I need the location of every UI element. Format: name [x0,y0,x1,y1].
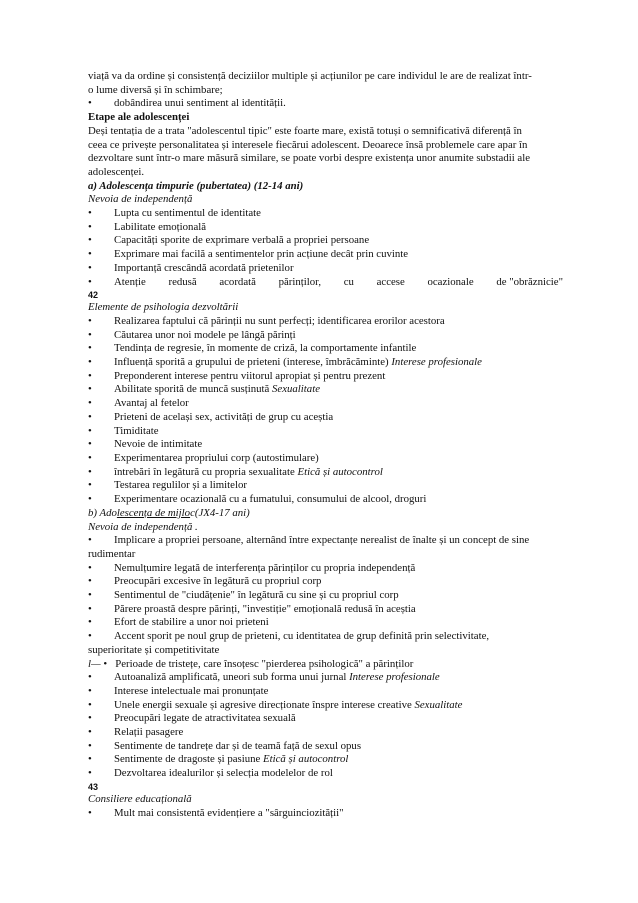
bullet-item [88,221,563,235]
paragraph-line: adolescenței. [88,165,145,178]
page-number: 43 [88,781,99,792]
bullet-text: Preocupări excesive în legătură cu propriul corp [114,575,322,588]
bullet-item [88,315,563,329]
bullet-continuation: rudimentar [88,547,136,560]
bullet-item [88,342,563,356]
bullet-item [88,452,563,466]
bullet-list [88,315,563,507]
bullet-marker: • [88,275,92,288]
bullet-text: Exprimare mai facilă a sentimentelor prin acțiune decât prin cuvinte [114,248,409,261]
bullet-text-justified [114,276,563,290]
bullet-marker: • [88,261,92,274]
bullet-list [88,562,563,631]
bullet-marker: • [88,369,92,382]
bullet-marker: • [88,410,92,423]
bullet-text: Importanță crescândă acordată prietenilor [114,261,294,274]
bullet-item [88,807,563,821]
document-page [88,70,563,820]
justified-word: părinților, [278,275,322,288]
bullet-text: Nevoie de intimitate [114,438,203,451]
inline-topic-label: Sexualitate [272,383,321,396]
bullet-text: Autoanaliză amplificată, uneori sub forma unui jurnal Interese profesionale [114,671,440,684]
bullet-item [88,658,563,672]
bullet-item [88,276,563,290]
bullet-text: Timiditate [114,424,159,437]
bullet-item [88,753,563,767]
bullet-marker: • [88,726,92,739]
bullet-text: Prieteni de același sex, activități de grup cu aceștia [114,410,334,423]
bullet-marker: • [88,479,92,492]
subheading: Nevoia de independență . [88,520,198,533]
subheading: Consiliere educațională [88,792,192,805]
bullet-text: Sentimente de tandrețe dar și de teamă față de sexul opus [114,739,362,752]
bullet-list [88,671,563,781]
bullet-marker: • [88,575,92,588]
subsection-heading: a) Adolescența timpurie (pubertatea) (12-14 ani) [88,179,304,192]
bullet-text: Dezvoltarea idealurilor și selecția modelelor de rol [114,767,333,780]
bullet-item [88,370,563,384]
bullet-item [88,699,563,713]
intro-line: viață va da ordine și consistență deciziilor multiple și acțiunilor pe care individul le are de realizat într- [88,70,532,82]
bullet-item [88,466,563,480]
heading-suffix: c(JX4-17 ani) [190,506,250,519]
bullet-item [88,685,563,699]
paragraph-line: dezvoltare sunt într-o mare măsură similare, se poate vorbi despre existența unor anumite substadii ale [88,152,531,165]
justified-word: acordată [219,275,256,288]
bullet-item [88,562,563,576]
bullet-item [88,356,563,370]
bullet-item [88,234,563,248]
inline-topic-label: Etică și autocontrol [263,753,349,766]
bullet-marker: • [88,342,92,355]
page-number: 42 [88,290,99,301]
bullet-item [88,493,563,507]
bullet-marker: • [88,356,92,369]
bullet-marker: • [88,698,92,711]
bullet-item [88,397,563,411]
bullet-text: Căutarea unor noi modele pe lângă părinți [114,328,296,341]
bullet-text: Preponderent interese pentru viitorul apropiat și pentru prezent [114,369,386,382]
bullet-text: Nemulțumire legată de interferența părinților cu propria independență [114,561,416,574]
bullet-text: Interese intelectuale mai pronunțate [114,684,269,697]
inline-topic-label: Interese profesionale [349,671,440,684]
bullet-marker: • [88,465,92,478]
bullet-marker: • [88,630,92,643]
bullet-marker: • [88,684,92,697]
bullet-marker: • [88,220,92,233]
bullet-item [88,630,563,644]
bullet-marker: • [88,493,92,506]
bullet-marker: • [88,616,92,629]
subsection-heading [88,507,563,521]
inline-topic-label: Interese profesionale [391,356,482,369]
bullet-marker: • [88,97,92,110]
bullet-item [88,207,563,221]
bullet-text: Perioade de tristețe, care însoțesc "pierderea psihologică" a părinților [115,657,414,670]
heading-underlined: lescența de mijlo [116,506,191,519]
bullet-text: Influență sporită a grupului de prieteni (interese, îmbrăcăminte) Interese profesionale [114,356,482,369]
justified-word: ocazionale [427,275,474,288]
bullet-item [88,726,563,740]
inline-topic-label: Sexualitate [414,698,463,711]
bullet-text: dobândirea unui sentiment al identității. [114,97,286,110]
bullet-text: Realizarea faptului că părinții nu sunt perfecți; identificarea erorilor acestora [114,314,445,327]
bullet-text: întrebări în legătură cu propria sexualitate Etică și autocontrol [114,465,383,478]
bullet-item [88,589,563,603]
bullet-text: Experimentarea propriului corp (autostimulare) [114,451,319,464]
bullet-marker: • [88,534,92,547]
bullet-marker: • [88,671,92,684]
bullet-list [88,207,563,276]
inline-topic-label: Etică și autocontrol [297,465,383,478]
bullet-marker: • [88,424,92,437]
bullet-item [88,438,563,452]
bullet-marker: • [88,314,92,327]
justified-word: Atenție [114,275,146,288]
bullet-marker: • [88,589,92,602]
bullet-marker: • [88,328,92,341]
bullet-marker: • [88,438,92,451]
bullet-item [88,712,563,726]
bullet-text: Accent sporit pe noul grup de prieteni, cu identitatea de grup definită prin selectivitate, [114,630,490,643]
bullet-item [88,329,563,343]
bullet-text: Tendința de regresie, în momente de criză, la comportamente infantile [114,342,417,355]
bullet-item [88,97,563,111]
justified-word: redusă [168,275,197,288]
bullet-text: Efort de stabilire a unor noi prieteni [114,616,269,629]
bullet-marker: • [88,806,92,819]
bullet-marker: • [88,451,92,464]
bullet-text: Relații pasagere [114,726,184,739]
bullet-text: Implicare a propriei persoane, alternând între expectanțe nerealist de înalte și un concept de sine [114,534,530,547]
bullet-text: Sentimentul de "ciudățenie" în legătură cu sine și cu propriul corp [114,589,399,602]
bullet-marker: • [88,207,92,220]
bullet-text: Lupta cu sentimentul de identitate [114,207,261,220]
bullet-marker: • [88,248,92,261]
justified-word: accese [376,275,405,288]
bullet-item [88,383,563,397]
stray-marker: l— [88,657,101,670]
bullet-item [88,411,563,425]
bullet-text: Preocupări legate de atractivitatea sexuală [114,712,296,725]
bullet-text: Capacități sporite de exprimare verbală a propriei persoane [114,234,370,247]
paragraph-line: Deși tentația de a trata "adolescentul tipic" este foarte mare, există totuși o semnificativă diferență în [88,124,522,137]
bullet-item [88,262,563,276]
bullet-item [88,603,563,617]
bullet-marker: • [88,602,92,615]
bullet-text: Abilitate sporită de muncă susținută Sexualitate [114,383,321,396]
bullet-marker: • [88,383,92,396]
bullet-text: Avantaj al fetelor [114,397,189,410]
bullet-text: Experimentare ocazională cu a fumatului, consumului de alcool, droguri [114,493,427,506]
justified-word: de "obrăznicie" [496,275,563,288]
bullet-marker: • [103,657,108,670]
bullet-text: Labilitate emoțională [114,220,207,233]
bullet-item [88,671,563,685]
bullet-text: Mult mai consistentă evidențiere a "sârguinciozității" [114,806,344,819]
bullet-item [88,740,563,754]
bullet-marker: • [88,753,92,766]
section-heading: Etape ale adolescenței [88,111,190,124]
bullet-marker: • [88,234,92,247]
bullet-text: Unele energii sexuale și agresive direcționate înspre interese creative Sexualitate [114,698,463,711]
bullet-item [88,425,563,439]
bullet-item [88,248,563,262]
bullet-marker: • [88,767,92,780]
bullet-text: Sentimente de dragoste și pasiune Etică și autocontrol [114,753,349,766]
bullet-text: Părere proastă despre părinți, "investiție" emoțională redusă în aceștia [114,602,416,615]
bullet-item [88,575,563,589]
bullet-item [88,479,563,493]
bullet-marker: • [88,739,92,752]
bullet-continuation: superioritate și competitivitate [88,643,220,656]
heading-prefix: b) Ado [88,506,117,519]
bullet-item [88,534,563,548]
subheading: Nevoia de independență [88,193,193,206]
justified-word: cu [343,275,354,288]
bullet-marker: • [88,561,92,574]
bullet-item [88,767,563,781]
bullet-marker: • [88,397,92,410]
intro-line: o lume diversă și în schimbare; [88,83,223,96]
paragraph-line: ceea ce privește personalitatea și interesele fiecărui adolescent. Deoarece însă problemele care apar în [88,138,528,151]
bullet-item [88,616,563,630]
subheading: Elemente de psihologia dezvoltării [88,301,239,314]
bullet-marker: • [88,712,92,725]
bullet-text: Testarea regulilor și a limitelor [114,479,247,492]
